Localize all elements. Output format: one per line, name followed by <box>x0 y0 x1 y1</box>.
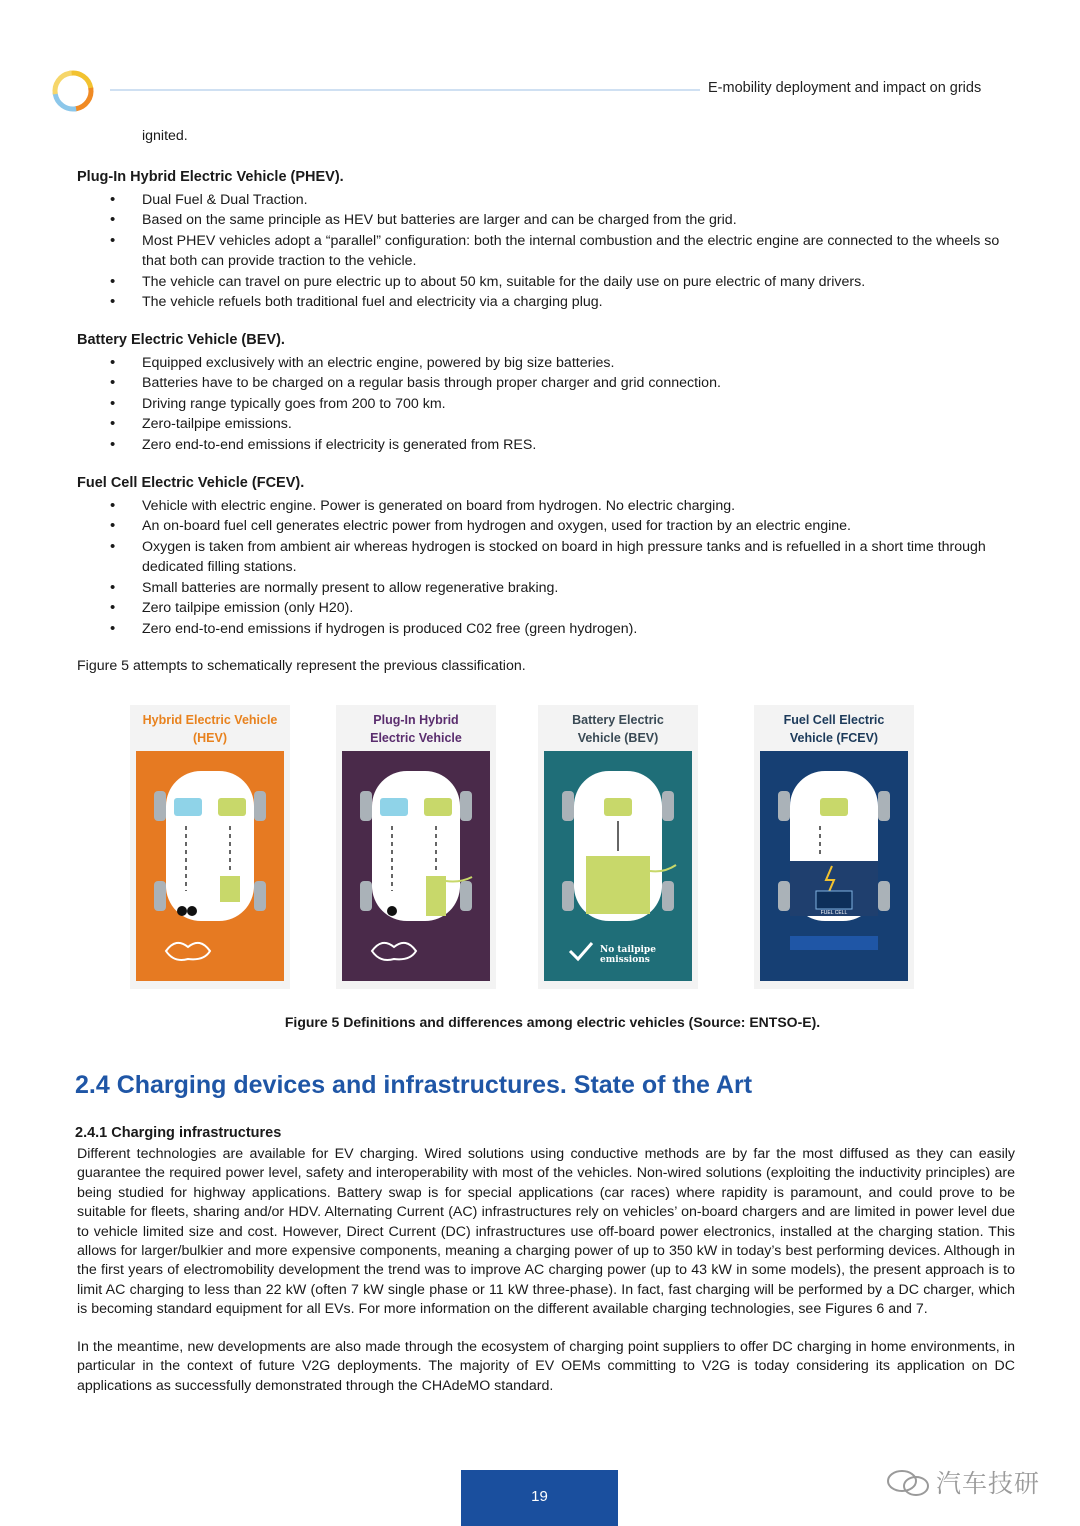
panel-title-line: Fuel Cell Electric <box>783 713 885 727</box>
page-number: 19 <box>531 1488 548 1505</box>
panel-title <box>130 711 290 747</box>
hev-diagram-icon <box>136 751 284 981</box>
list-item: • Batteries have to be charged on a regular basis through proper charger and grid connection. <box>77 373 1017 394</box>
fcev-diagram-icon <box>760 751 908 981</box>
fuel-cell-label: FUEL CELL <box>820 910 848 916</box>
bev-list <box>77 353 1017 456</box>
panel-title-line: Vehicle (FCEV) <box>789 731 879 745</box>
ring-logo-icon <box>50 68 96 114</box>
list-item: • Zero-tailpipe emissions. <box>77 414 1017 435</box>
list-item: • Small batteries are normally present to allow regenerative braking. <box>77 578 1017 599</box>
list-item: • An on-board fuel cell generates electric power from hydrogen and oxygen, used for traction by an electric engine. <box>77 516 1017 537</box>
list-item: • Equipped exclusively with an electric engine, powered by big size batteries. <box>77 353 1017 374</box>
section-title: 2.4 Charging devices and infrastructures. State of the Art <box>75 1071 753 1099</box>
list-item: • Most PHEV vehicles adopt a “parallel” configuration: both the internal combustion and the electric engine are connected to the wheels so that both can provide traction to the vehicle. <box>77 231 1017 272</box>
figure-caption: Figure 5 Definitions and differences among electric vehicles (Source: ENTSO-E). <box>284 1014 821 1030</box>
fcev-section <box>77 473 1017 639</box>
header-divider <box>110 89 700 91</box>
panel-phev <box>336 705 496 989</box>
list-item: • The vehicle refuels both traditional fuel and electricity via a charging plug. <box>77 292 1017 313</box>
vehicle-types-figure <box>130 705 910 995</box>
panel-hev <box>130 705 290 989</box>
panel-title <box>754 711 914 747</box>
panel-title-line: Plug-In Hybrid <box>373 713 459 727</box>
phev-list <box>77 190 1017 313</box>
subsection-title: 2.4.1 Charging infrastructures <box>75 1125 282 1141</box>
panel-title <box>336 711 496 747</box>
running-header: E-mobility deployment and impact on grids <box>708 80 982 96</box>
panel-fcev <box>754 705 914 989</box>
body-paragraph: Different technologies are available for EV charging. Wired solutions using conductive methods are by far the most diffused as they can easily guarantee the required power level, safety and interoperability with most of the vehicles. Non-wired solutions (exploiting the inductivity principles) are being studied for highway applications. Battery swap is for special applications (car races) where rapidity is paramount, and could prove to be suitable for fleets, sharing and/or HDV. Alternating Current (AC) infrastructures rely on vehicles’ on-board chargers and are limited in power level due to vehicle limited size and cost. However, Direct Current (DC) infrastructures use off-board power electronics, installed at the charging station. This allows for larger/bulkier and more expensive components, meaning a charging power of up to 350 kW in today’s best performing devices. Although in the first years of electromobility development the trend was to improve AC charging power (up to 43 kW in some models), the present approach is to limit AC charging to less than 22 kW (often 7 kW single phase or 11 kW three-phase). In fact, fast charging will be performed by a DC charger, which is becoming standard equipment for all EVs. For more information on the different available charging technologies, see Figures 6 and 7. <box>77 1146 1015 1318</box>
list-item: • Driving range typically goes from 200 to 700 km. <box>77 394 1017 415</box>
figure-intro: Figure 5 attempts to schematically represent the previous classification. <box>77 658 526 674</box>
bev-caption-line: No tailpipe <box>600 945 656 955</box>
chat-bubble-icon <box>884 1468 932 1498</box>
panel-title-line: Battery Electric <box>572 713 664 727</box>
list-item: • Dual Fuel & Dual Traction. <box>77 190 1017 211</box>
continuation-text: ignited. <box>142 128 188 144</box>
list-item: • Zero tailpipe emission (only H20). <box>77 598 1017 619</box>
page-number-box <box>461 1470 618 1526</box>
list-item: • Vehicle with electric engine. Power is generated on board from hydrogen. No electric charging. <box>77 496 1017 517</box>
phev-heading: Plug-In Hybrid Electric Vehicle (PHEV). <box>77 169 344 185</box>
watermark <box>884 1462 1054 1502</box>
phev-section <box>77 167 1017 313</box>
panel-title-line: (HEV) <box>192 731 228 745</box>
panel-title <box>538 711 698 747</box>
watermark-text: 汽车技研 <box>936 1470 1041 1498</box>
bev-section <box>77 330 1017 455</box>
panel-bev <box>538 705 698 989</box>
fcev-list <box>77 496 1017 640</box>
bev-caption <box>600 945 656 965</box>
list-item: • Based on the same principle as HEV but batteries are larger and can be charged from the grid. <box>77 210 1017 231</box>
panel-title-line: Vehicle (BEV) <box>577 731 659 745</box>
panel-title-line: Hybrid Electric Vehicle <box>142 713 278 727</box>
phev-diagram-icon <box>342 751 490 981</box>
list-item: • Zero end-to-end emissions if hydrogen is produced C02 free (green hydrogen). <box>77 619 1017 640</box>
list-item: • The vehicle can travel on pure electric up to about 50 km, suitable for the daily use on pure electric of many drivers. <box>77 272 1017 293</box>
body-paragraph: In the meantime, new developments are also made through the ecosystem of charging point suppliers to offer DC charging in home environments, in particular in the context of future V2G deployments. The majority of EV OEMs committing to V2G is today considering its application on DC applications as successfully demonstrated through the CHAdeMO standard. <box>77 1339 1015 1394</box>
list-item: • Oxygen is taken from ambient air whereas hydrogen is stocked on board in high pressure tanks and is refuelled in a short time through dedicated filling stations. <box>77 537 1017 578</box>
bev-caption-line: emissions <box>600 955 650 965</box>
panel-title-line: Electric Vehicle <box>370 731 462 745</box>
fcev-heading: Fuel Cell Electric Vehicle (FCEV). <box>77 475 305 491</box>
bev-heading: Battery Electric Vehicle (BEV). <box>77 332 285 348</box>
list-item: • Zero end-to-end emissions if electricity is generated from RES. <box>77 435 1017 456</box>
